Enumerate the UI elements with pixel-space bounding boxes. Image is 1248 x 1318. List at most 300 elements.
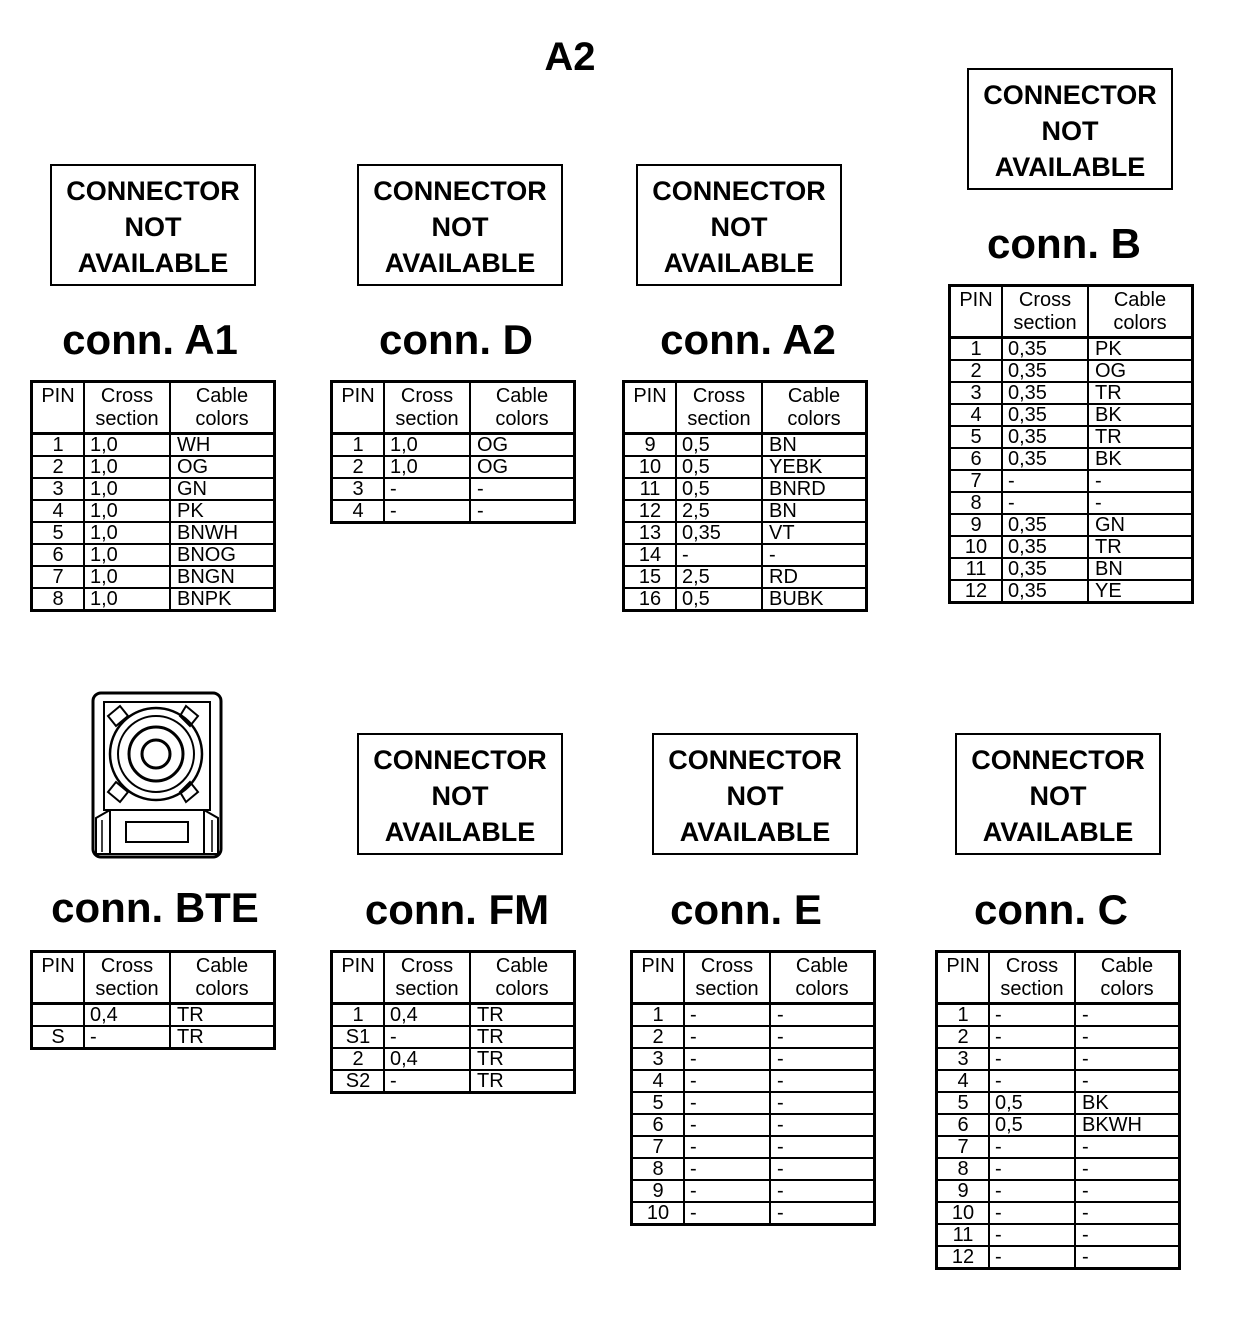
- pin-number: 3: [32, 478, 85, 500]
- cable-color: TR: [170, 1026, 275, 1049]
- cross-section: -: [989, 1136, 1075, 1158]
- pin-number: 1: [32, 434, 85, 457]
- connector-not-available-a2: [636, 164, 842, 286]
- table-row: [32, 566, 275, 588]
- pin-number: 1: [332, 434, 385, 457]
- cross-section: -: [384, 478, 470, 500]
- connector-not-available-d: [357, 164, 563, 286]
- cross-section: -: [684, 1092, 770, 1114]
- table-row: [950, 338, 1193, 361]
- conn-title-a2: conn. A2: [660, 316, 836, 363]
- cross-section: 1,0: [384, 434, 470, 457]
- cross-section: -: [684, 1136, 770, 1158]
- pin-number: 15: [624, 566, 677, 588]
- pin-number: 4: [950, 404, 1003, 426]
- table-header-row: [32, 952, 275, 1004]
- na-line1: CONNECTOR: [373, 745, 547, 775]
- pin-number: 2: [32, 456, 85, 478]
- table-row: [632, 1004, 875, 1027]
- na-line2: NOT: [1029, 781, 1087, 811]
- pin-number: 9: [632, 1180, 685, 1202]
- table-row: [624, 434, 867, 457]
- pin-number: 11: [937, 1224, 990, 1246]
- table-row: [632, 1180, 875, 1202]
- na-line2: NOT: [431, 212, 489, 242]
- pin-number: 8: [950, 492, 1003, 514]
- cable-color: BUBK: [762, 588, 867, 611]
- cable-color: -: [762, 544, 867, 566]
- cable-color: -: [770, 1070, 875, 1092]
- pin-number: 6: [937, 1114, 990, 1136]
- table-row: [624, 566, 867, 588]
- table-row: [950, 470, 1193, 492]
- header-cross-section: Cross section: [384, 382, 470, 434]
- header-cross-section: Cross section: [989, 952, 1075, 1004]
- header-cable-colors: Cable colors: [762, 382, 867, 434]
- cross-section: 0,4: [84, 1004, 170, 1027]
- table-row: [950, 558, 1193, 580]
- cable-color: -: [1075, 1224, 1180, 1246]
- pin-number: 1: [937, 1004, 990, 1027]
- pin-number: 3: [632, 1048, 685, 1070]
- cable-color: -: [470, 478, 575, 500]
- cross-section: -: [989, 1004, 1075, 1027]
- pin-number: 10: [950, 536, 1003, 558]
- cross-section: 0,5: [676, 478, 762, 500]
- cross-section: 1,0: [84, 456, 170, 478]
- cable-color: -: [1088, 492, 1193, 514]
- pin-number: 7: [632, 1136, 685, 1158]
- na-line2: NOT: [124, 212, 182, 242]
- header-pin: PIN: [332, 382, 385, 434]
- pin-number: 7: [937, 1136, 990, 1158]
- cross-section: -: [684, 1004, 770, 1027]
- pin-table-bte: [30, 950, 276, 1050]
- pin-number: 3: [950, 382, 1003, 404]
- cross-section: 0,5: [989, 1114, 1075, 1136]
- pin-number: 2: [632, 1026, 685, 1048]
- cable-color: -: [1088, 470, 1193, 492]
- cross-section: 2,5: [676, 566, 762, 588]
- pin-number: S2: [332, 1070, 385, 1093]
- table-row: [32, 544, 275, 566]
- cable-color: -: [1075, 1246, 1180, 1269]
- table-row: [332, 456, 575, 478]
- table-row: [950, 382, 1193, 404]
- cross-section: -: [676, 544, 762, 566]
- table-row: [32, 522, 275, 544]
- header-cable-colors: Cable colors: [170, 952, 275, 1004]
- na-line1: CONNECTOR: [983, 80, 1157, 110]
- cross-section: 2,5: [676, 500, 762, 522]
- cable-color: TR: [1088, 382, 1193, 404]
- cross-section: 0,5: [676, 434, 762, 457]
- connector-not-available-fm: [357, 733, 563, 855]
- table-header-row: [332, 952, 575, 1004]
- na-line3: AVAILABLE: [994, 152, 1146, 182]
- cable-color: -: [1075, 1136, 1180, 1158]
- cable-color: -: [1075, 1048, 1180, 1070]
- table-row: [624, 588, 867, 611]
- header-cross-section: Cross section: [84, 952, 170, 1004]
- cross-section: 0,35: [1002, 448, 1088, 470]
- conn-title-a1: conn. A1: [62, 316, 238, 363]
- cross-section: 0,35: [1002, 536, 1088, 558]
- cable-color: RD: [762, 566, 867, 588]
- na-line2: NOT: [726, 781, 784, 811]
- table-row: [332, 1048, 575, 1070]
- cable-color: BK: [1075, 1092, 1180, 1114]
- table-row: [32, 478, 275, 500]
- pin-number: 1: [632, 1004, 685, 1027]
- cross-section: 1,0: [84, 478, 170, 500]
- cross-section: 1,0: [84, 500, 170, 522]
- table-row: [937, 1048, 1180, 1070]
- cable-color: OG: [470, 456, 575, 478]
- cable-color: PK: [1088, 338, 1193, 361]
- cross-section: 0,5: [676, 456, 762, 478]
- table-row: [950, 426, 1193, 448]
- cable-color: BK: [1088, 448, 1193, 470]
- pin-number: 2: [332, 456, 385, 478]
- cross-section: 0,4: [384, 1048, 470, 1070]
- cable-color: -: [770, 1004, 875, 1027]
- table-row: [632, 1114, 875, 1136]
- pin-number: 8: [937, 1158, 990, 1180]
- cable-color: GN: [1088, 514, 1193, 536]
- pin-table-a2: [622, 380, 868, 612]
- na-line1: CONNECTOR: [66, 176, 240, 206]
- conn-title-b: conn. B: [987, 220, 1141, 267]
- pin-number: 11: [950, 558, 1003, 580]
- header-pin: PIN: [332, 952, 385, 1004]
- table-header-row: [950, 286, 1193, 338]
- cable-color: -: [1075, 1004, 1180, 1027]
- cable-color: WH: [170, 434, 275, 457]
- table-row: [937, 1114, 1180, 1136]
- pin-number: 14: [624, 544, 677, 566]
- pin-number: 12: [624, 500, 677, 522]
- pin-table-fm: [330, 950, 576, 1094]
- table-row: [937, 1224, 1180, 1246]
- pin-number: 1: [950, 338, 1003, 361]
- table-row: [632, 1048, 875, 1070]
- cable-color: VT: [762, 522, 867, 544]
- cable-color: -: [1075, 1202, 1180, 1224]
- pin-number: 7: [32, 566, 85, 588]
- cable-color: OG: [170, 456, 275, 478]
- table-row: [32, 588, 275, 611]
- na-line2: NOT: [1041, 116, 1099, 146]
- pin-number: 8: [632, 1158, 685, 1180]
- page-title: A2: [544, 35, 596, 79]
- table-row: [937, 1180, 1180, 1202]
- table-row: [32, 500, 275, 522]
- cross-section: -: [1002, 492, 1088, 514]
- na-line3: AVAILABLE: [982, 817, 1134, 847]
- cable-color: -: [1075, 1070, 1180, 1092]
- cable-color: YE: [1088, 580, 1193, 603]
- cable-color: BK: [1088, 404, 1193, 426]
- table-header-row: [632, 952, 875, 1004]
- conn-title-e: conn. E: [670, 886, 822, 933]
- table-row: [937, 1070, 1180, 1092]
- table-row: [624, 544, 867, 566]
- na-line3: AVAILABLE: [384, 248, 536, 278]
- cable-color: OG: [470, 434, 575, 457]
- table-row: [937, 1136, 1180, 1158]
- pin-number: 2: [937, 1026, 990, 1048]
- na-line3: AVAILABLE: [77, 248, 229, 278]
- cross-section: 0,5: [676, 588, 762, 611]
- cable-color: -: [770, 1092, 875, 1114]
- table-row: [937, 1092, 1180, 1114]
- na-line1: CONNECTOR: [668, 745, 842, 775]
- connector-not-available-e: [652, 733, 858, 855]
- pin-number: 4: [632, 1070, 685, 1092]
- cable-color: -: [1075, 1026, 1180, 1048]
- cross-section: -: [684, 1158, 770, 1180]
- table-row: [332, 500, 575, 523]
- cross-section: -: [989, 1202, 1075, 1224]
- pin-number: 10: [632, 1202, 685, 1225]
- table-row: [332, 478, 575, 500]
- header-cable-colors: Cable colors: [770, 952, 875, 1004]
- table-row: [624, 478, 867, 500]
- cross-section: 1,0: [384, 456, 470, 478]
- header-pin: PIN: [937, 952, 990, 1004]
- cable-color: TR: [1088, 536, 1193, 558]
- cross-section: 0,35: [676, 522, 762, 544]
- cross-section: -: [989, 1026, 1075, 1048]
- header-pin: PIN: [32, 382, 85, 434]
- cable-color: -: [770, 1114, 875, 1136]
- cable-color: BN: [762, 500, 867, 522]
- na-line1: CONNECTOR: [373, 176, 547, 206]
- pin-number: 16: [624, 588, 677, 611]
- pin-number: 9: [624, 434, 677, 457]
- table-row: [937, 1004, 1180, 1027]
- pin-number: [32, 1004, 85, 1027]
- pin-table-e: [630, 950, 876, 1226]
- cross-section: -: [989, 1224, 1075, 1246]
- cable-color: -: [770, 1026, 875, 1048]
- cross-section: -: [1002, 470, 1088, 492]
- table-row: [632, 1202, 875, 1225]
- pin-number: 4: [32, 500, 85, 522]
- pin-number: 5: [632, 1092, 685, 1114]
- pin-number: 6: [950, 448, 1003, 470]
- na-line1: CONNECTOR: [652, 176, 826, 206]
- cable-color: BNWH: [170, 522, 275, 544]
- na-line3: AVAILABLE: [679, 817, 831, 847]
- pin-number: 1: [332, 1004, 385, 1027]
- cross-section: 0,35: [1002, 580, 1088, 603]
- cross-section: -: [989, 1048, 1075, 1070]
- conn-title-bte: conn. BTE: [51, 884, 259, 931]
- cross-section: -: [684, 1202, 770, 1225]
- conn-title-fm: conn. FM: [364, 886, 550, 933]
- cable-color: TR: [170, 1004, 275, 1027]
- cable-color: BN: [762, 434, 867, 457]
- pin-number: 12: [937, 1246, 990, 1269]
- header-cross-section: Cross section: [384, 952, 470, 1004]
- cable-color: TR: [1088, 426, 1193, 448]
- header-cross-section: Cross section: [676, 382, 762, 434]
- table-row: [950, 404, 1193, 426]
- table-row: [332, 1070, 575, 1093]
- connector-not-available-c: [955, 733, 1161, 855]
- pin-number: 12: [950, 580, 1003, 603]
- cross-section: 0,35: [1002, 426, 1088, 448]
- table-row: [332, 434, 575, 457]
- pin-number: 9: [937, 1180, 990, 1202]
- table-row: [332, 1004, 575, 1027]
- pin-number: 4: [332, 500, 385, 523]
- pin-number: 9: [950, 514, 1003, 536]
- table-row: [950, 492, 1193, 514]
- table-row: [632, 1136, 875, 1158]
- cross-section: -: [684, 1180, 770, 1202]
- cable-color: PK: [170, 500, 275, 522]
- pin-number: 3: [937, 1048, 990, 1070]
- header-cable-colors: Cable colors: [470, 952, 575, 1004]
- pin-number: 10: [937, 1202, 990, 1224]
- table-row: [632, 1070, 875, 1092]
- cross-section: 0,35: [1002, 360, 1088, 382]
- connector-not-available-a1: [50, 164, 256, 286]
- table-header-row: [937, 952, 1180, 1004]
- header-cable-colors: Cable colors: [1075, 952, 1180, 1004]
- header-cable-colors: Cable colors: [470, 382, 575, 434]
- cable-color: BNGN: [170, 566, 275, 588]
- cross-section: -: [84, 1026, 170, 1049]
- cross-section: -: [684, 1070, 770, 1092]
- cross-section: 0,35: [1002, 382, 1088, 404]
- cross-section: -: [384, 500, 470, 523]
- header-pin: PIN: [632, 952, 685, 1004]
- cross-section: 1,0: [84, 522, 170, 544]
- table-row: [950, 536, 1193, 558]
- table-row: [950, 448, 1193, 470]
- pin-table-b: [948, 284, 1194, 604]
- cable-color: TR: [470, 1070, 575, 1093]
- table-row: [32, 1004, 275, 1027]
- table-row: [32, 456, 275, 478]
- cross-section: 1,0: [84, 566, 170, 588]
- bte-connector-icon: [90, 690, 224, 860]
- cross-section: -: [684, 1114, 770, 1136]
- pin-number: 4: [937, 1070, 990, 1092]
- table-row: [950, 514, 1193, 536]
- na-line1: CONNECTOR: [971, 745, 1145, 775]
- cross-section: 0,35: [1002, 338, 1088, 361]
- cable-color: BNPK: [170, 588, 275, 611]
- pin-table-d: [330, 380, 576, 524]
- table-row: [937, 1202, 1180, 1224]
- cross-section: -: [989, 1246, 1075, 1269]
- cable-color: TR: [470, 1004, 575, 1027]
- table-row: [624, 522, 867, 544]
- table-header-row: [624, 382, 867, 434]
- header-cable-colors: Cable colors: [1088, 286, 1193, 338]
- cable-color: -: [470, 500, 575, 523]
- na-line3: AVAILABLE: [384, 817, 536, 847]
- header-cross-section: Cross section: [684, 952, 770, 1004]
- table-row: [624, 500, 867, 522]
- cross-section: 0,4: [384, 1004, 470, 1027]
- pin-number: 2: [950, 360, 1003, 382]
- cross-section: 0,5: [989, 1092, 1075, 1114]
- connector-not-available-b: [967, 68, 1173, 190]
- na-line3: AVAILABLE: [663, 248, 815, 278]
- cable-color: TR: [470, 1026, 575, 1048]
- cable-color: -: [770, 1048, 875, 1070]
- cable-color: -: [1075, 1158, 1180, 1180]
- table-row: [937, 1246, 1180, 1269]
- pin-number: 7: [950, 470, 1003, 492]
- cross-section: -: [989, 1180, 1075, 1202]
- cross-section: -: [684, 1026, 770, 1048]
- cross-section: 1,0: [84, 544, 170, 566]
- table-row: [332, 1026, 575, 1048]
- cable-color: YEBK: [762, 456, 867, 478]
- cable-color: BNRD: [762, 478, 867, 500]
- cable-color: -: [770, 1202, 875, 1225]
- pin-number: S1: [332, 1026, 385, 1048]
- pin-table-a1: [30, 380, 276, 612]
- cross-section: -: [684, 1048, 770, 1070]
- cross-section: 1,0: [84, 434, 170, 457]
- cross-section: -: [989, 1070, 1075, 1092]
- header-pin: PIN: [624, 382, 677, 434]
- table-row: [950, 580, 1193, 603]
- pin-number: 10: [624, 456, 677, 478]
- header-pin: PIN: [950, 286, 1003, 338]
- cross-section: -: [384, 1026, 470, 1048]
- table-row: [624, 456, 867, 478]
- table-header-row: [32, 382, 275, 434]
- header-cross-section: Cross section: [1002, 286, 1088, 338]
- cable-color: -: [770, 1180, 875, 1202]
- cable-color: OG: [1088, 360, 1193, 382]
- cable-color: TR: [470, 1048, 575, 1070]
- pin-table-c: [935, 950, 1181, 1270]
- table-header-row: [332, 382, 575, 434]
- pin-number: 3: [332, 478, 385, 500]
- cable-color: BNOG: [170, 544, 275, 566]
- table-row: [632, 1158, 875, 1180]
- header-cross-section: Cross section: [84, 382, 170, 434]
- pin-number: 6: [32, 544, 85, 566]
- cross-section: 0,35: [1002, 404, 1088, 426]
- pin-number: 5: [950, 426, 1003, 448]
- table-row: [32, 1026, 275, 1049]
- cross-section: 0,35: [1002, 558, 1088, 580]
- pin-number: 6: [632, 1114, 685, 1136]
- cable-color: -: [770, 1158, 875, 1180]
- pin-number: 8: [32, 588, 85, 611]
- table-row: [937, 1158, 1180, 1180]
- cross-section: -: [384, 1070, 470, 1093]
- cable-color: BKWH: [1075, 1114, 1180, 1136]
- pin-number: S: [32, 1026, 85, 1049]
- na-line2: NOT: [710, 212, 768, 242]
- conn-title-c: conn. C: [974, 886, 1128, 933]
- cross-section: 1,0: [84, 588, 170, 611]
- cable-color: GN: [170, 478, 275, 500]
- pin-number: 13: [624, 522, 677, 544]
